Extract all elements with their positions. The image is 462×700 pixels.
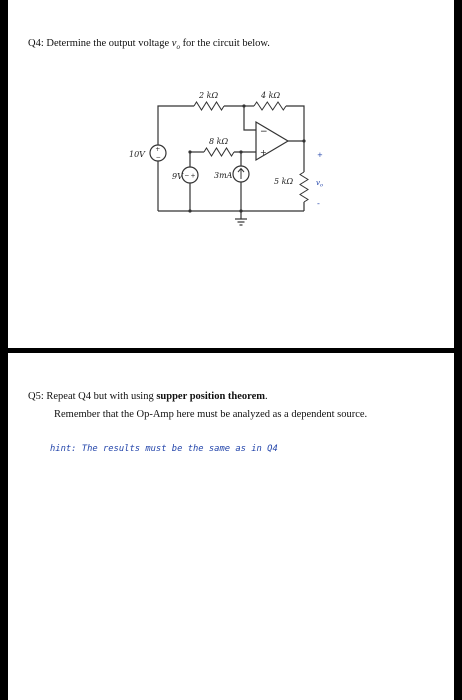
resistor-4k — [254, 102, 286, 110]
svg-text:+: + — [190, 172, 196, 180]
label-r4: 5 kΩ — [274, 177, 294, 186]
q5-hint: hint: The results must be the same as in Q4 — [50, 444, 278, 454]
circuit-wires — [155, 106, 304, 219]
label-r3: 8 kΩ — [209, 137, 229, 146]
label-v1: 10V — [129, 150, 145, 159]
opamp-plus-sign: + — [260, 148, 267, 157]
q5-note: Remember that the Op-Amp here must be analyzed as a dependent source. — [54, 409, 368, 420]
label-v2: 9V — [172, 172, 183, 181]
resistor-2k — [194, 102, 224, 110]
vo-label: $v_o$ — [316, 179, 323, 189]
circuit-diagram — [8, 0, 454, 348]
resistor-8k — [204, 148, 234, 156]
q4-suffix: for the circuit below. — [179, 38, 270, 49]
q4-vo: $v_o$ — [171, 38, 180, 52]
svg-text:−: − — [184, 172, 190, 180]
junction-dots — [188, 104, 305, 212]
label-i1: 3mA — [214, 171, 233, 180]
label-r2: 4 kΩ — [261, 91, 281, 100]
voltage-source-9v — [182, 167, 198, 183]
page-q4 — [8, 0, 454, 348]
resistor-5k — [300, 172, 308, 202]
ground-icon — [235, 219, 247, 225]
vo-minus-sign: - — [317, 199, 320, 208]
svg-text:−: − — [155, 154, 161, 161]
q5-prefix: Q5: Repeat Q4 but with using — [28, 391, 157, 402]
q5-bold-term: supper position theorem — [156, 391, 266, 402]
label-r1: 2 kΩ — [199, 91, 219, 100]
q4-prefix: Q4: Determine the output voltage — [28, 38, 172, 49]
svg-text:+: + — [155, 146, 161, 153]
current-source-3ma — [233, 166, 249, 182]
vo-plus-sign: + — [317, 151, 323, 159]
q5-suffix: . — [265, 391, 268, 402]
q5-question — [28, 391, 268, 402]
page-q5 — [8, 353, 454, 700]
opamp-minus-sign: − — [260, 127, 268, 137]
voltage-source-10v — [150, 145, 166, 161]
